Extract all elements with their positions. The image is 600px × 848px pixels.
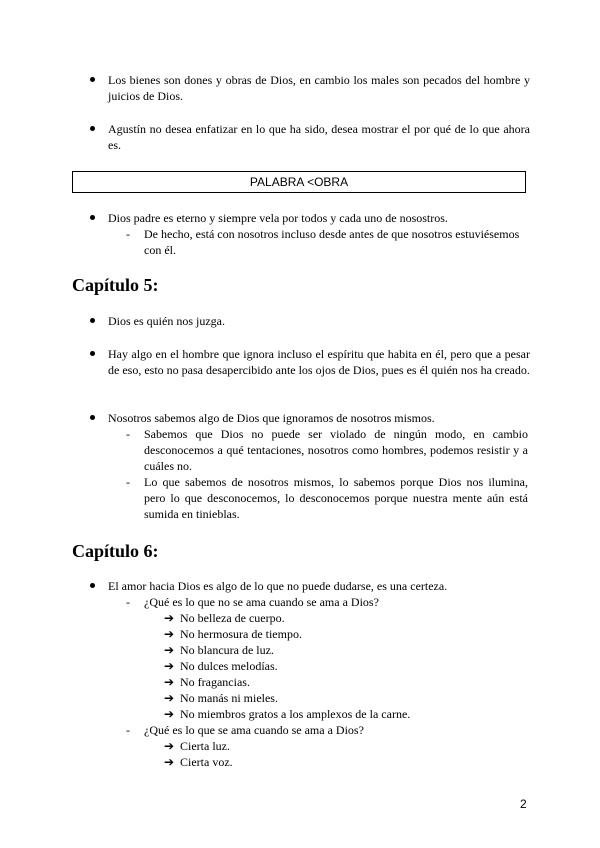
bullet-item: Hay algo en el hombre que ignora incluso el espíritu que habita en él, pero que a pesar de eso, esto no pasa desapercibido ante los ojos de Dios, pues es él quién nos ha creado. [90,346,530,378]
bullet-icon [90,215,95,220]
dash-icon: - [126,595,130,609]
bullet-item: Dios es quién nos juzga. [90,313,530,329]
bullet-icon [90,583,95,588]
bullet-icon [90,77,95,82]
dash-icon: - [126,427,130,441]
arrow-icon: ➔ [164,675,175,689]
bullet-icon [90,126,95,131]
dash-icon: - [126,475,130,489]
bullet-icon [90,351,95,356]
arrow-icon: ➔ [164,691,175,705]
arrow-item: ➔ No dulces melodías. [164,659,278,673]
chapter-5-heading: Capítulo 5: [72,275,159,295]
sub-item: - Sabemos que Dios no puede ser violado de ningún modo, en cambio desconocemos a qué tentaciones, nosotros como hombres, podemos resistir y a cuáles no. [126,427,528,473]
arrow-icon: ➔ [164,659,175,673]
page-number: 2 [520,797,527,811]
bullet-item: Nosotros sabemos algo de Dios que ignoramos de nosotros mismos. [90,410,530,426]
arrow-item: ➔ No belleza de cuerpo. [164,611,285,625]
arrow-icon: ➔ [164,739,175,753]
arrow-item: ➔ Cierta voz. [164,755,233,769]
bullet-item: El amor hacia Dios es algo de lo que no puede dudarse, es una certeza. [90,578,530,594]
boxed-label: PALABRA <OBRA [72,171,526,193]
sub-item: - Lo que sabemos de nosotros mismos, lo sabemos porque Dios nos ilumina, pero lo que desconocemos, lo desconocemos porque nuestra mente aún está sumida en tinieblas. [126,475,528,521]
arrow-item: ➔ Cierta luz. [164,739,230,753]
bullet-item: Agustín no desea enfatizar en lo que ha sido, desea mostrar el por qué de lo que ahora es. [90,121,530,153]
arrow-item: ➔ No blancura de luz. [164,643,274,657]
bullet-icon [90,415,95,420]
dash-icon: - [126,723,130,737]
arrow-icon: ➔ [164,627,175,641]
bullet-item: Los bienes son dones y obras de Dios, en cambio los males son pecados del hombre y juicios de Dios. [90,72,530,104]
arrow-icon: ➔ [164,643,175,657]
arrow-item: ➔ No fragancias. [164,675,250,689]
arrow-item: ➔ No miembros gratos a los amplexos de la carne. [164,707,411,721]
arrow-icon: ➔ [164,611,175,625]
bullet-item: Dios padre es eterno y siempre vela por todos y cada uno de nosostros. [90,210,530,226]
bullet-icon [90,318,95,323]
dash-icon: - [126,227,130,241]
sub-item: - De hecho, está con nosotros incluso desde antes de que nosotros estuviésemos con él. [126,227,520,257]
arrow-item: ➔ No manás ni mieles. [164,691,278,705]
arrow-icon: ➔ [164,707,175,721]
sub-item: - ¿Qué es lo que se ama cuando se ama a Dios? [126,723,364,737]
arrow-icon: ➔ [164,755,175,769]
sub-item: - ¿Qué es lo que no se ama cuando se ama a Dios? [126,595,379,609]
arrow-item: ➔ No hermosura de tiempo. [164,627,302,641]
chapter-6-heading: Capítulo 6: [72,541,159,561]
